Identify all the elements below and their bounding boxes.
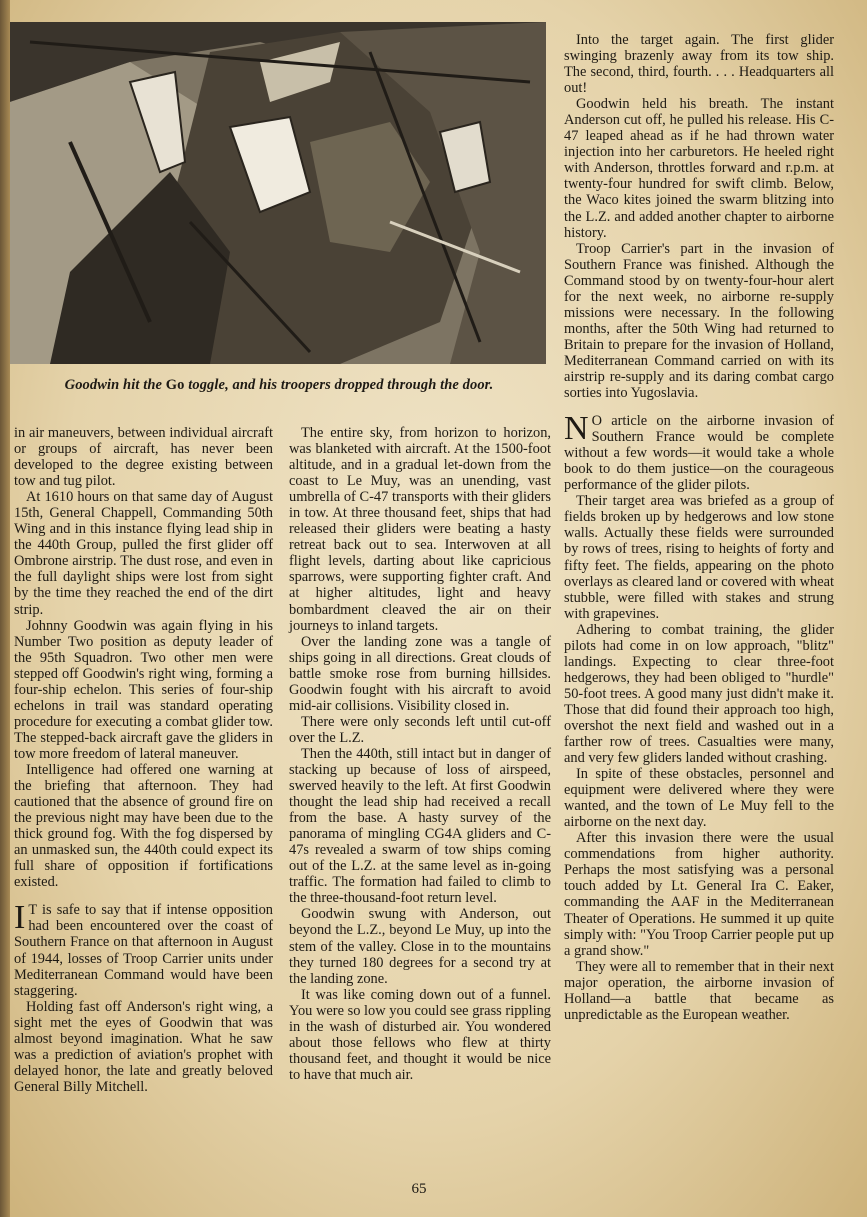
section-gap: [564, 401, 834, 413]
paragraph-text: T is safe to say that if intense opposition had been encountered over the coast of Southern France on that afternoon in August of 1944, losses of Troop Carrier units under Mediterranean Command would have been staggering.: [14, 902, 273, 999]
paragraph: In spite of these obstacles, personnel and equipment were delivered where they were wanted, and the town of Le Muy fell to the airborne on the next day.: [564, 766, 834, 831]
paragraph: Into the target again. The first glider swinging brazenly away from its tow ship. The second, third, fourth. . . . Headquarters all out!: [564, 32, 834, 97]
caption-go: Go: [165, 377, 185, 393]
caption-after: toggle, and his troopers dropped through the door.: [184, 377, 494, 393]
paragraph: Their target area was briefed as a group of fields broken up by hedgerows and low stone walls. Actually these fields were surrounded by rows of trees, rising to heights of forty and fifty feet. The fields, appearing on the photo overlays as cleared land or covered with wheat stubble, were filled with stakes and strung with grapevines.: [564, 493, 834, 622]
paragraph: The entire sky, from horizon to horizon, was blanketed with aircraft. At the 1500-foot altitude, and in a gradual let-down from the coast to Le Muy, was an unending, vast umbrella of C-47 transports with their gliders in tow. At three thousand feet, ships that had released their gliders were beating a hasty retreat back out to sea. Interwoven at all flight levels, darting about like capricious sparrows, were supporting fighter craft. And at higher altitudes, light and heavy bombardment cleaved the air on their journeys to inland targets.: [289, 425, 551, 634]
paragraph: Intelligence had offered one warning at the briefing that afternoon. They had cautioned that the absence of ground fire on the previous night may have been due to the thick ground fog. With the fog dispersed by an unmasked sun, the 440th could expect its full share of opposition if fortifications existed.: [14, 761, 273, 891]
paragraph: Goodwin held his breath. The instant Anderson cut off, he pulled his release. His C-47 leaped ahead as if he had thrown water injection into her carburetors. He heeled right with Anderson, throttles forward and r.p.m. at twenty-four hundred for swift climb. Below, the Waco kites joined the swarm blitzing into the L.Z. and added another chapter to airborne history.: [564, 96, 834, 241]
paragraph: They were all to remember that in their next major operation, the airborne invasion of Holland—a battle that became as unpredictable as the European weather.: [564, 958, 834, 1023]
drop-cap: I: [14, 899, 26, 937]
paragraph: After this invasion there were the usual commendations from higher authority. Perhaps the most satisfying was a personal touch added by Lt. General Ira C. Eaker, commanding the AAF in the Mediterranean Theater of Operations. He summed it up quite simply with: "You Troop Carrier people put up a grand show.": [564, 830, 834, 959]
text-column-2: [289, 425, 551, 1083]
illustration-caption: [12, 376, 546, 394]
paragraph: There were only seconds left until cut-off over the L.Z.: [289, 713, 551, 746]
section-gap: [14, 890, 273, 902]
paragraph: in air maneuvers, between individual aircraft or groups of aircraft, has never been developed to the degree existing between tow and tug pilot.: [14, 425, 273, 490]
paragraph-with-drop-cap: [14, 899, 273, 999]
paragraph-text: O article on the airborne invasion of Southern France would be complete without a few words—it would take a whole book to do them justice—on the courageous performance of the glider pilots.: [564, 413, 834, 494]
paragraph: Goodwin swung with Anderson, out beyond the L.Z., beyond Le Muy, up into the stem of the valley. Close in to the mountains they turned 180 degrees for a second try at the landing zone.: [289, 906, 551, 987]
paragraph: It was like coming down out of a funnel. You were so low you could see grass rippling in the wash of disturbed air. You wondered about those fellows who flew at thirty thousand feet, and thought it would be nice to have that much air.: [289, 986, 551, 1083]
paragraph: Over the landing zone was a tangle of ships going in all directions. Great clouds of battle smoke rose from burning hillsides. Goodwin fought with his aircraft to avoid mid-air collisions. Visibility closed in.: [289, 633, 551, 714]
caption-before: Goodwin hit the: [64, 377, 166, 393]
paragraph: Adhering to combat training, the glider pilots had come in on low approach, "blitz" landings. Expecting to clear three-foot hedgerows, they had been obliged to "hurdle" 50-foot trees. A good many just didn't make it. Those that did found their approach too high, overshot the next field and washed out in a farther row of trees. Casualties were many, and very few gliders landed without crashing.: [564, 621, 834, 767]
page-number: 65: [411, 1181, 427, 1197]
paragraph: Holding fast off Anderson's right wing, a sight met the eyes of Goodwin that was almost beyond imagination. What he saw was a prediction of aviation's prophet with delayed honor, the late and greatly beloved General Billy Mitchell.: [14, 998, 273, 1095]
paragraph-with-drop-cap: [564, 410, 834, 494]
drop-cap: N: [564, 410, 589, 448]
paragraph: Then the 440th, still intact but in danger of stacking up because of loss of airspeed, swerved heavily to the left. At first Goodwin thought the lead ship had received a recall from the base. A hasty survey of the panorama of mingling CG4A gliders and C-47s revealed a swarm of tow ships coming out of the L.Z. at the same level as in-going traffic. The formation had failed to climb to the three-thousand-foot return level.: [289, 745, 551, 907]
paragraph: Johnny Goodwin was again flying in his Number Two position as deputy leader of the 95th Squadron. Two other men were stepped off Goodwin's right wing, forming a four-ship echelon. This series of four-ship echelons in trail was standard operating procedure for executing a combat glider tow. The stepped-back aircraft gave the gliders in tow more freedom of lateral maneuver.: [14, 617, 273, 762]
paragraph: Troop Carrier's part in the invasion of Southern France was finished. Although the Command stood by on twenty-four-hour alert for the next week, no airborne re-supply missions were necessary. In the following months, after the 50th Wing had returned to Britain to prepare for the invasion of Holland, Mediterranean Command carried on with its airstrip re-supply and its daring combat cargo sorties into Yugoslavia.: [564, 240, 834, 402]
binding-shadow: [0, 0, 10, 1217]
paratrooper-illustration: [10, 22, 546, 364]
paragraph: At 1610 hours on that same day of August 15th, General Chappell, Commanding 50th Wing and in this instance flying lead ship in the 440th Group, pulled the first glider off Ombrone airstrip. The dust rose, and even in the full daylight ships were lost from sight by the time they reached the end of the dirt strip.: [14, 489, 273, 618]
text-column-3: [564, 32, 834, 1023]
text-column-1: [14, 425, 273, 1095]
